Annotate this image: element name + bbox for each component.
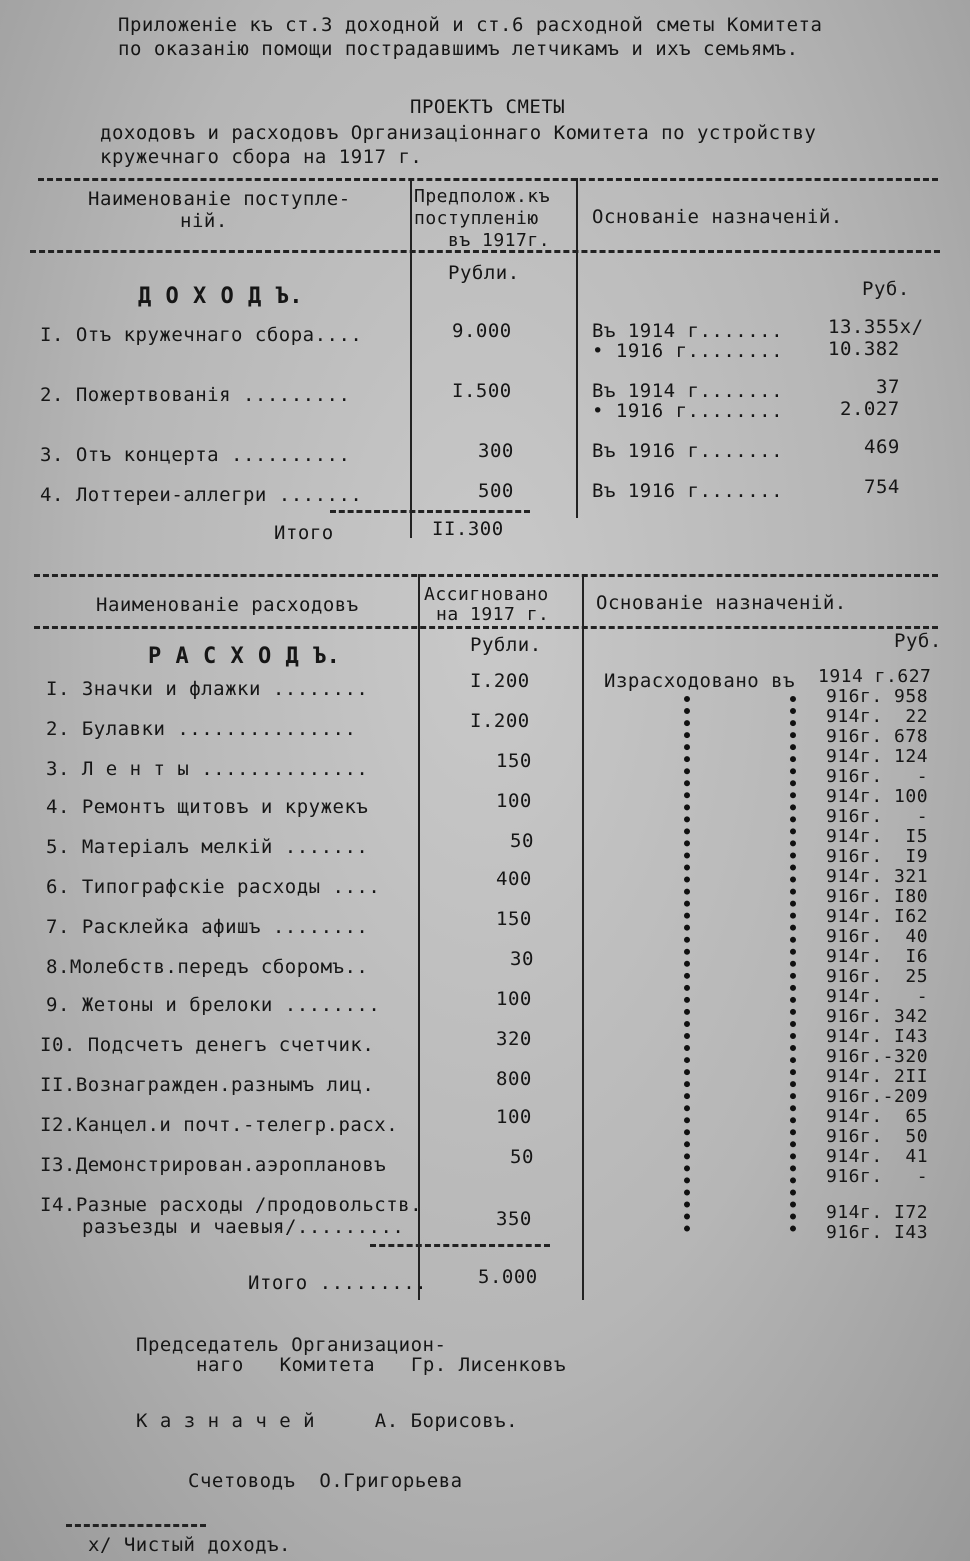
expense-1916-value: 916г. I80 [826,886,929,907]
income-row-basis-value: 754 [864,476,900,498]
income-row-name: 2. Пожертвованія ......... [40,384,351,406]
expense-1916-value: 916г. - [826,806,929,827]
expense-row-name: I3.Демонстрирован.аэроплановъ [40,1154,387,1176]
header-line-1: Приложеніе къ ст.3 доходной и ст.6 расходной сметы Комитета [118,14,823,36]
dotted-column-right [790,696,796,1232]
expense-row-amount: 150 [496,750,532,772]
expense-1916-value: 916г. - [826,766,929,787]
income-row-basis-value: 13.355x/ [828,316,924,338]
expense-1916-value: 916г. 25 [826,966,929,987]
expense-unit-right: Руб. [894,630,942,652]
expense-1914-value: 914г. 41 [826,1146,929,1167]
expense-1914-value: 914г. I6 [826,946,929,967]
expense-row-amount: 30 [510,948,534,970]
income-row-name: 4. Лоттереи-аллегри ....... [40,484,363,506]
income-row-basis-value: 37 [876,376,900,398]
expense-1914-value: 914г. I72 [826,1202,929,1223]
expense-1916-value: 916г. - [826,1166,929,1187]
income-row-name: I. Отъ кружечнаго сбора.... [40,324,363,346]
expense-1914-value: 914г. 65 [826,1106,929,1127]
expense-row-name: 5. Матеріалъ мелкій ....... [46,836,369,858]
income-row-basis-value: 10.382 [828,338,900,360]
income-col-divider-1 [410,178,412,538]
income-col-divider-2 [576,178,578,518]
chairman-signature-1: Председатель Организацион- [136,1334,447,1356]
expense-row-amount: I.200 [470,710,530,732]
income-table-top-rule [38,178,938,181]
income-total-label: Итого [274,522,334,544]
expense-row-name: 9. Жетоны и брелоки ........ [46,994,381,1016]
income-col2-header-1: Предполож.къ [414,186,551,207]
expense-col3-header: Основаніе назначеній. [596,592,847,614]
expense-row-amount: 100 [496,790,532,812]
treasurer-signature: К а з н а ч е й А. Борисовъ. [136,1410,519,1432]
income-row-basis: • 1916 г........ [592,400,784,422]
expense-row-name: I. Значки и флажки ........ [46,678,369,700]
expense-1914-value: 914г. - [826,986,929,1007]
expense-1916-value: 916г.-320 [826,1046,929,1067]
expense-col2-header-2: на 1917 г. [436,604,550,625]
income-row-amount: 500 [478,480,514,502]
income-col2-header-2: поступленію [414,208,539,229]
expense-1916-value: 916г.-209 [826,1086,929,1107]
expense-row-name: I0. Подсчетъ денегъ счетчик. [40,1034,375,1056]
expense-row-amount: 400 [496,868,532,890]
expense-1916-value: 916г. I9 [826,846,929,867]
income-section-title: Д О Х О Д Ъ. [138,284,303,309]
chairman-signature-2: наго Комитета Гр. Лисенковъ [196,1354,567,1376]
accountant-signature: Счетоводъ О.Григорьева [188,1470,463,1492]
expense-1916-value: 916г. 958 [826,686,929,707]
expense-row-amount: 50 [510,830,534,852]
dotted-column-left [684,696,690,1232]
income-row-amount: 9.000 [452,320,512,342]
expense-row-name: I4.Разные расходы /продовольств. [40,1194,423,1216]
expense-row-amount: 800 [496,1068,532,1090]
expense-row-name: 8.Молебств.передъ сборомъ.. [46,956,369,978]
expense-row-name-continued: разъезды и чаевыя/......... [82,1216,405,1238]
expense-1916-value: 916г. 50 [826,1126,929,1147]
expense-col-divider-1 [418,574,420,1300]
income-col1-header-2: ній. [180,210,228,232]
income-row-basis-value: 2.027 [840,398,900,420]
expense-row-name: II.Вознагражден.разнымъ лиц. [40,1074,375,1096]
expense-total-value: 5.000 [478,1266,538,1288]
expense-1914-value: 914г. 22 [826,706,929,727]
income-row-basis: Въ 1916 г....... [592,480,784,502]
expense-col-divider-2 [582,574,584,1300]
expense-row-name: 6. Типографскіе расходы .... [46,876,381,898]
expense-header-rule [34,626,938,629]
expense-table-top-rule [34,574,938,577]
header-line-2: по оказанію помощи пострадавшимъ летчикамъ и ихъ семьямъ. [118,38,799,60]
expense-1914-value: 914г. I5 [826,826,929,847]
income-col1-header-1: Наименованіе поступле- [88,188,351,210]
document-subtitle-1: доходовъ и расходовъ Организаціоннаго Комитета по устройству [100,122,817,144]
income-row-basis: Въ 1916 г....... [592,440,784,462]
document-title: ПРОЕКТЪ СМЕТЫ [410,96,566,118]
income-total-value: II.300 [432,518,504,540]
income-unit-right: Руб. [862,278,910,300]
income-total-rule [330,510,530,513]
expense-row-amount: 100 [496,1106,532,1128]
expense-row-name: I2.Канцел.и почт.-телегр.расх. [40,1114,399,1136]
income-row-basis: Въ 1914 г....... [592,380,784,402]
expense-row-amount: 150 [496,908,532,930]
expense-row-amount: 320 [496,1028,532,1050]
expense-spent-label: Израсходовано въ [604,670,796,692]
expense-row-name: 2. Булавки ............... [46,718,357,740]
expense-col2-header-1: Ассигновано [424,584,549,605]
expense-1914-value: 914г. 2II [826,1066,929,1087]
expense-unit: Рубли. [470,634,542,656]
expense-1916-value: 916г. 678 [826,726,929,747]
expense-row-amount: 50 [510,1146,534,1168]
income-col2-header-3: въ 1917г. [448,230,551,251]
income-unit: Рубли. [448,262,520,284]
expense-row-name: 3. Л е н т ы .............. [46,758,369,780]
income-row-basis: • 1916 г........ [592,340,784,362]
expense-total-label: Итого ......... [248,1272,428,1294]
expense-row-amount: I.200 [470,670,530,692]
income-row-amount: 300 [478,440,514,462]
income-row-basis: Въ 1914 г....... [592,320,784,342]
income-col3-header: Основаніе назначеній. [592,206,843,228]
expense-1914-value: 914г. 100 [826,786,929,807]
expense-section-title: Р А С Х О Д Ъ. [148,644,341,669]
income-row-basis-value: 469 [864,436,900,458]
income-row-name: 3. Отъ концерта .......... [40,444,351,466]
expense-row-name: 4. Ремонтъ щитовъ и кружекъ [46,796,369,818]
expense-1916-value: 916г. I43 [826,1222,929,1243]
expense-1914-value: 914г. I62 [826,906,929,927]
footnote-rule [66,1524,206,1527]
expense-row-name: 7. Расклейка афишъ ........ [46,916,369,938]
expense-col1-header: Наименованіе расходовъ [96,594,359,616]
expense-row-amount: 100 [496,988,532,1010]
income-row-amount: I.500 [452,380,512,402]
expense-row-amount: 350 [496,1208,532,1230]
expense-total-rule [370,1244,550,1247]
footnote: x/ Чистый доходъ. [88,1534,291,1556]
expense-1914-value: 914г. 321 [826,866,929,887]
expense-1914-value: 914г. I43 [826,1026,929,1047]
expense-1914-value: 1914 г.627 [818,666,932,687]
expense-1914-value: 914г. 124 [826,746,929,767]
document-subtitle-2: кружечнаго сбора на 1917 г. [100,146,423,168]
expense-1916-value: 916г. 40 [826,926,929,947]
expense-1916-value: 916г. 342 [826,1006,929,1027]
